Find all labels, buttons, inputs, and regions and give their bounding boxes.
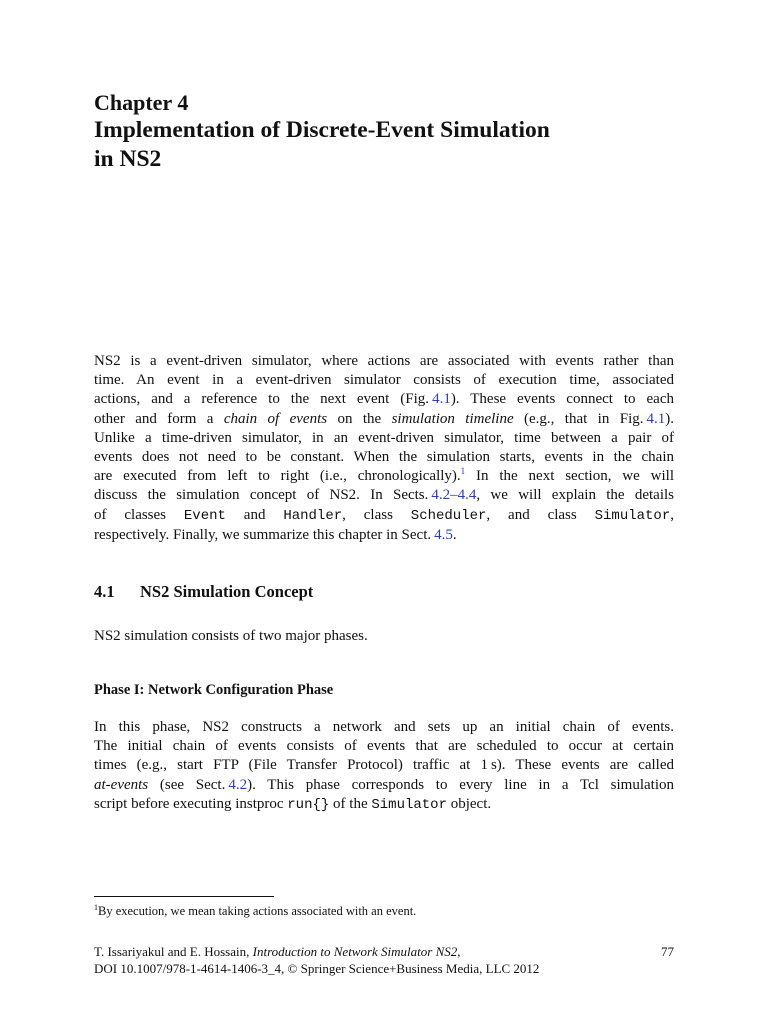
phase-heading: Phase I: Network Configuration Phase	[94, 682, 334, 698]
text-line: In this phase, NS2 constructs a network and sets up an initial chain of events.	[94, 719, 674, 735]
text-line: Unlike a time-driven simulator, in an event-driven simulator, time between a pair of	[94, 429, 674, 446]
code-term: Handler	[283, 507, 343, 524]
text-line: discuss the simulation concept of NS2. In Sects. 4.2–4.4, we will explain the details	[94, 487, 674, 504]
footnote	[94, 904, 416, 919]
code-term: Event	[183, 507, 226, 524]
chapter-title-line-1: Implementation of Discrete-Event Simulation	[94, 117, 550, 143]
text-line: respectively. Finally, we summarize this chapter in Sect. 4.5.	[94, 526, 457, 543]
chapter-title	[94, 116, 674, 174]
text-line: actions, and a reference to the next event (Fig. 4.1). These events connect to each	[94, 391, 674, 408]
intro-paragraph	[94, 352, 674, 545]
chapter-label: Chapter 4	[94, 90, 189, 115]
section-link[interactable]: 4.5	[434, 526, 453, 543]
doi-line: DOI 10.1007/978-1-4614-1406-3_4, © Springer Science+Business Media, LLC 2012	[94, 961, 540, 976]
figure-link[interactable]: 4.1	[432, 391, 451, 408]
text-line: of classes Event and Handler, class Scheduler, and class Simulator,	[94, 506, 674, 524]
section-title: NS2 Simulation Concept	[140, 582, 314, 601]
text-line: script before executing instproc run{} of the Simulator object.	[94, 795, 492, 813]
figure-link[interactable]: 4.1	[646, 410, 666, 427]
code-term: run{}	[287, 796, 330, 813]
footnote-marker[interactable]: 1	[460, 466, 466, 477]
phase-paragraph	[94, 718, 674, 815]
page-footer	[94, 943, 674, 977]
section-heading	[94, 582, 313, 602]
code-term: Simulator	[371, 796, 447, 813]
footnote-text: By execution, we mean taking actions associated with an event.	[98, 904, 417, 918]
text-line: are executed from left to right (i.e., chronologically).$^1$ In the next section, we will	[94, 466, 674, 485]
footnote-mark: 1	[94, 903, 98, 912]
text-line: at-events (see Sect. 4.2). This phase corresponds to every line in a Tcl simulation	[94, 776, 674, 793]
code-term: Simulator	[594, 507, 671, 524]
citation-line: T. Issariyakul and E. Hossain, Introduction to Network Simulator NS2,	[94, 944, 461, 959]
page-number: 77	[661, 944, 674, 959]
chapter-title-line-2: in NS2	[94, 146, 162, 172]
text-line: other and form a chain of events on the simulation timeline (e.g., that in Fig. 4.1).	[94, 410, 674, 427]
text-line: events does not need to be constant. When the simulation starts, events in the chain	[94, 449, 674, 466]
text-line: time. An event in a event-driven simulator consists of execution time, associated	[94, 372, 674, 389]
footnote-rule	[94, 896, 274, 897]
text-line: times (e.g., start FTP (File Transfer Protocol) traffic at 1 s). These events are called	[94, 757, 674, 774]
book-title: Introduction to Network Simulator NS2	[252, 944, 458, 959]
section-link[interactable]: 4.2–4.4	[431, 487, 477, 504]
section-intro-paragraph	[94, 627, 674, 646]
text-line: NS2 is a event-driven simulator, where actions are associated with events rather than	[94, 353, 674, 369]
section-link[interactable]: 4.2	[228, 776, 248, 793]
text-line: NS2 simulation consists of two major phases.	[94, 628, 368, 644]
code-term: Scheduler	[410, 507, 487, 524]
text-line: The initial chain of events consists of events that are scheduled to occur at certain	[94, 738, 674, 755]
section-number: 4.1	[94, 582, 115, 601]
